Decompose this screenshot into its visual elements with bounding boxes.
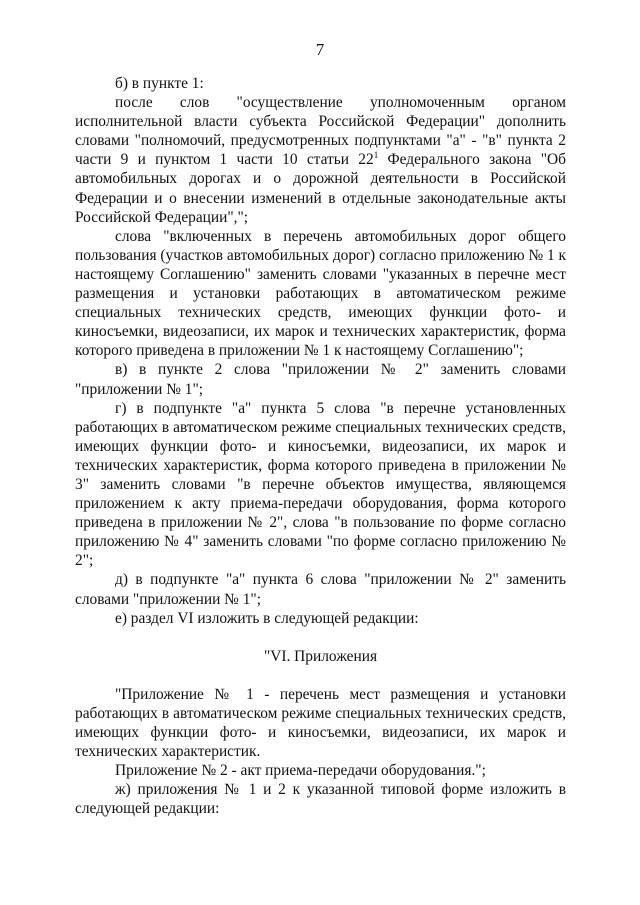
document-body — [75, 74, 566, 818]
paragraph-e: е) раздел VI изложить в следующей редакции: — [115, 609, 419, 627]
paragraph-text-part: после слов "осуществление уполномоченным органом исполнительной власти субъекта Российской Федерации" дополнить словами "полномочий, предусмотренных подпунктами "а" - "в" пункта 2 части 9 и пунктом 1 части 10 статьи 22 — [75, 94, 566, 169]
paragraph-g: г) в подпункте "а" пункта 5 слова "в перечне установленных работающих в автоматическом режиме специальных технических средств, имеющих функции фото- и киносъемки, видеозаписи, их марок и технических характеристик, форма которого приведена в приложении № 3" заменить словами "в перечне объектов имущества, являющемся приложением к акту приема-передачи оборудования, форма которого приведена в приложении № 2", слова "в пользование по форме согласно приложению № 4" заменить словами "по форме согласно приложению № 2"; — [75, 399, 566, 570]
paragraph-words-included: слова "включенных в перечень автомобильных дорог общего пользования (участков автомобильных дорог) согласно приложению № 1 к настоящему Соглашению" заменить словами "указанных в перечне мест размещения и установки работающих в автоматическом режиме специальных технических средств, имеющих функции фото- и киносъемки, видеозаписи, их марок и технических характеристик, форма которого приведена в приложении № 1 к настоящему Соглашению"; — [75, 227, 566, 360]
section-heading: "VI. Приложения — [263, 647, 378, 665]
paragraph-appendix-1: "Приложение № 1 - перечень мест размещения и установки работающих в автоматическом режиме специальных технических средств, имеющих функции фото- и киносъемки, видеозаписи, их марок и технических характеристик. — [75, 685, 566, 761]
paragraph-after-words — [75, 93, 566, 227]
paragraph-d: д) в подпункте "а" пункта 6 слова "приложении № 2" заменить словами "приложении № 1"; — [75, 571, 566, 608]
page-number: 7 — [315, 40, 325, 59]
paragraph-zh: ж) приложения № 1 и 2 к указанной типовой форме изложить в следующей редакции: — [75, 781, 566, 818]
paragraph-v: в) в пункте 2 слова "приложении № 2" заменить словами "приложении № 1"; — [75, 361, 566, 398]
superscript-mark: 1 — [373, 150, 379, 161]
paragraph-b: б) в пункте 1: — [115, 75, 204, 92]
paragraph-text-part: Федерального закона "Об автомобильных дорогах и о дорожной деятельности в Российской Федерации и о внесении изменений в отдельные законодательные акты Российской Федерации","; — [75, 151, 567, 226]
paragraph-appendix-2: Приложение № 2 - акт приема-передачи оборудования."; — [115, 762, 486, 780]
